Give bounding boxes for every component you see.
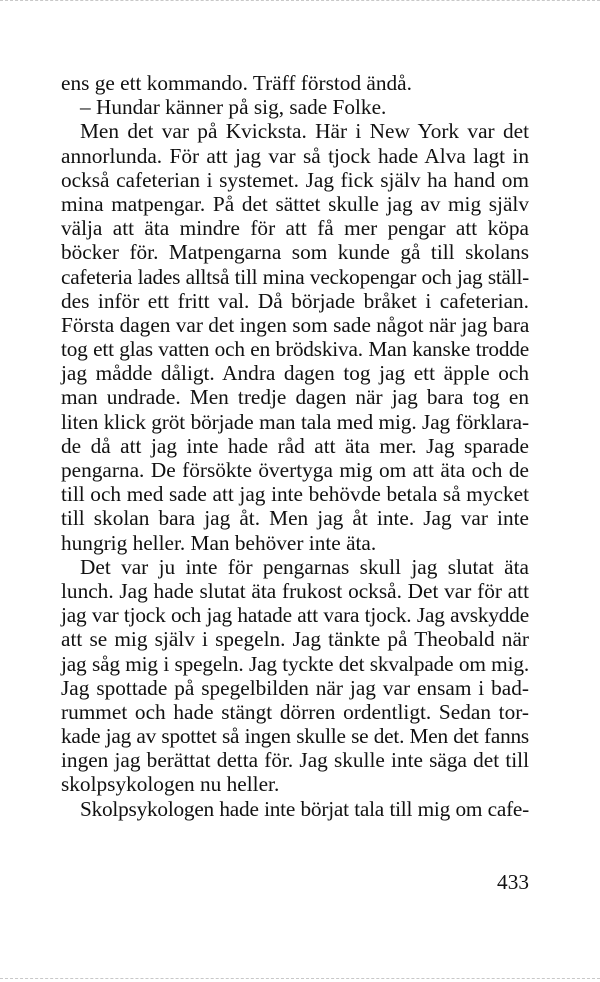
text-line: Första dagen var det ingen som sade något när jag bara: [61, 312, 530, 337]
page-number: 433: [497, 870, 529, 894]
text-line: ingen jag berättat detta för. Jag skulle inte säga det till: [61, 748, 529, 773]
text-line: Men det var på Kvicksta. Här i New York var det: [80, 119, 529, 144]
text-line: lunch. Jag hade slutat äta frukost också. Det var för att: [61, 578, 529, 603]
text-line: jag såg mig i spegeln. Jag tyckte det skvalpade om mig.: [61, 651, 529, 676]
text-line: Det var ju inte för pengarnas skull jag slutat äta: [80, 554, 529, 579]
text-line: cafeteria lades alltså till mina veckopengar och jag ställ-: [61, 264, 529, 289]
scan-edge-top: [0, 0, 600, 1]
text-line: Jag spottade på spegelbilden när jag var ensam i bad-: [61, 675, 529, 700]
text-line: att se mig själv i spegeln. Jag tänkte på Theobald när: [61, 627, 529, 652]
text-line: rummet och hade stängt dörren ordentligt. Sedan tor-: [61, 699, 529, 724]
text-line: också cafeterian i systemet. Jag fick själv ha hand om: [61, 167, 529, 192]
text-line: välja att äta mindre för att få mer pengar att köpa: [61, 216, 529, 241]
text-line: ens ge ett kommando. Träff förstod ändå.: [61, 71, 412, 95]
text-line: hungrig heller. Man behöver inte äta.: [61, 530, 377, 555]
scan-edge-bottom: [0, 978, 600, 979]
text-line: des inför ett fritt val. Då började bråket i cafeterian.: [61, 288, 529, 313]
text-line: annorlunda. För att jag var så tjock hade Alva lagt in: [61, 143, 529, 168]
text-line: skolpsykologen nu heller.: [61, 772, 280, 797]
text-line: jag var tjock och jag hatade att vara tjock. Jag avskydde: [61, 603, 529, 628]
text-line: tog ett glas vatten och en brödskiva. Man kanske trodde: [61, 337, 529, 362]
text-line: Skolpsykologen hade inte börjat tala till mig om cafe-: [80, 796, 529, 821]
text-line: pengarna. De försökte övertyga mig om att äta och de: [61, 458, 529, 482]
body-text: [61, 71, 529, 821]
text-line: till och med sade att jag inte behövde betala så mycket: [61, 482, 529, 507]
text-line: man undrade. Men tredje dagen när jag bara tog en: [61, 385, 529, 410]
text-line: mina matpengar. På det sättet skulle jag av mig själv: [61, 191, 529, 216]
text-line: – Hundar känner på sig, sade Folke.: [80, 95, 387, 120]
text-line: böcker för. Matpengarna som kunde gå till skolans: [61, 240, 529, 265]
text-line: jag mådde dåligt. Andra dagen tog jag ett äpple och: [61, 361, 529, 386]
text-line: kade jag av spottet så ingen skulle se det. Men det fanns: [61, 724, 529, 749]
text-line: de då att jag inte hade råd att äta mer. Jag sparade: [61, 433, 529, 458]
text-line: till skolan bara jag åt. Men jag åt inte. Jag var inte: [61, 506, 529, 531]
text-line: liten klick gröt började man tala med mig. Jag förklara-: [61, 409, 529, 434]
